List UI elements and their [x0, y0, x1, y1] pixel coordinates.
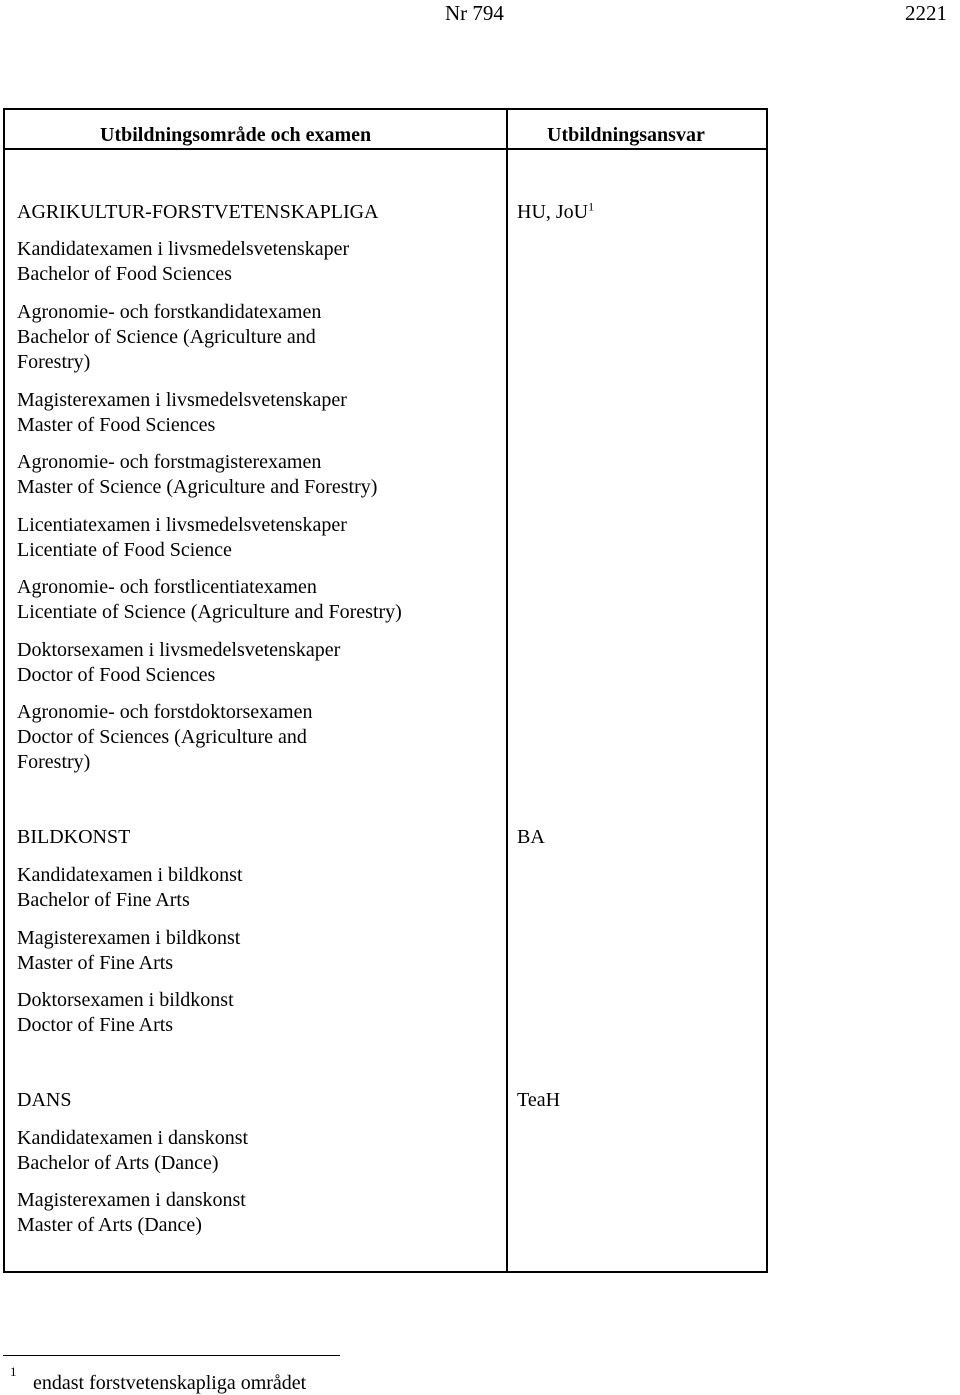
- section-responsibility: TeaH: [517, 1089, 561, 1111]
- degree-name-sv: Kandidatexamen i bildkonst: [17, 864, 243, 886]
- degree-name-sv: Magisterexamen i bildkonst: [17, 927, 241, 949]
- page-number-left: Nr 794: [445, 1, 504, 25]
- section-category: BILDKONST: [17, 826, 131, 848]
- degree-name-sv: Kandidatexamen i livsmedelsvetenskaper: [17, 238, 350, 260]
- column-header-responsibility: Utbildningsansvar: [547, 124, 705, 146]
- column-header-field: Utbildningsområde och examen: [100, 124, 372, 146]
- footnote-reference: 1: [588, 199, 595, 214]
- degree-name-en: Bachelor of Fine Arts: [17, 889, 190, 911]
- degree-item: [17, 863, 243, 913]
- degree-item: [17, 300, 321, 375]
- degree-name-en: Master of Food Sciences: [17, 414, 216, 436]
- degree-name-sv: Doktorsexamen i bildkonst: [17, 989, 234, 1011]
- education-table: [3, 108, 768, 1273]
- degree-name-sv: Magisterexamen i danskonst: [17, 1189, 246, 1211]
- degree-item: [17, 988, 234, 1038]
- degree-name-en-cont: Forestry): [17, 751, 91, 773]
- section-responsibility: BA: [517, 826, 545, 848]
- section-category: DANS: [17, 1089, 72, 1111]
- degree-name-en-cont: Forestry): [17, 351, 91, 373]
- degree-item: [17, 1188, 246, 1238]
- degree-item: [17, 700, 312, 775]
- degree-name-sv: Agronomie- och forstdoktorsexamen: [17, 701, 313, 723]
- degree-item: [17, 388, 347, 438]
- footnote-marker: 1: [10, 1364, 17, 1379]
- degree-item: [17, 1126, 248, 1176]
- degree-name-en: Bachelor of Food Sciences: [17, 263, 232, 285]
- degree-name-en: Master of Fine Arts: [17, 952, 174, 974]
- degree-name-en: Licentiate of Science (Agriculture and Forestry): [17, 601, 402, 623]
- degree-name-sv: Agronomie- och forstlicentiatexamen: [17, 576, 317, 598]
- degree-item: [17, 237, 349, 287]
- degree-name-en: Master of Arts (Dance): [17, 1214, 202, 1236]
- degree-item: [17, 450, 377, 500]
- degree-name-en: Master of Science (Agriculture and Forestry): [17, 476, 378, 498]
- degree-name-en: Doctor of Fine Arts: [17, 1014, 174, 1036]
- degree-name-sv: Doktorsexamen i livsmedelsvetenskaper: [17, 639, 341, 661]
- header-divider: [5, 148, 766, 150]
- degree-name-en: Bachelor of Science (Agriculture and: [17, 326, 316, 348]
- section-responsibility: [517, 200, 594, 224]
- degree-item: [17, 575, 402, 625]
- degree-item: [17, 926, 240, 976]
- degree-name-sv: Magisterexamen i livsmedelsvetenskaper: [17, 389, 347, 411]
- column-divider: [506, 110, 508, 1271]
- degree-name-sv: Licentiatexamen i livsmedelsvetenskaper: [17, 514, 347, 536]
- footnote-separator: [3, 1355, 340, 1356]
- footnote-text: endast forstvetenskapliga området: [33, 1372, 307, 1394]
- degree-name-en: Doctor of Sciences (Agriculture and: [17, 726, 307, 748]
- degree-item: [17, 513, 347, 563]
- page-number-right: 2221: [905, 1, 947, 25]
- degree-item: [17, 638, 340, 688]
- degree-name-en: Doctor of Food Sciences: [17, 664, 216, 686]
- degree-name-sv: Kandidatexamen i danskonst: [17, 1127, 249, 1149]
- section-category: AGRIKULTUR-FORSTVETENSKAPLIGA: [17, 201, 379, 223]
- responsibility-text: HU, JoU: [517, 201, 589, 223]
- degree-name-sv: Agronomie- och forstkandidatexamen: [17, 301, 322, 323]
- degree-name-sv: Agronomie- och forstmagisterexamen: [17, 451, 322, 473]
- degree-name-en: Licentiate of Food Science: [17, 539, 232, 561]
- degree-name-en: Bachelor of Arts (Dance): [17, 1152, 219, 1174]
